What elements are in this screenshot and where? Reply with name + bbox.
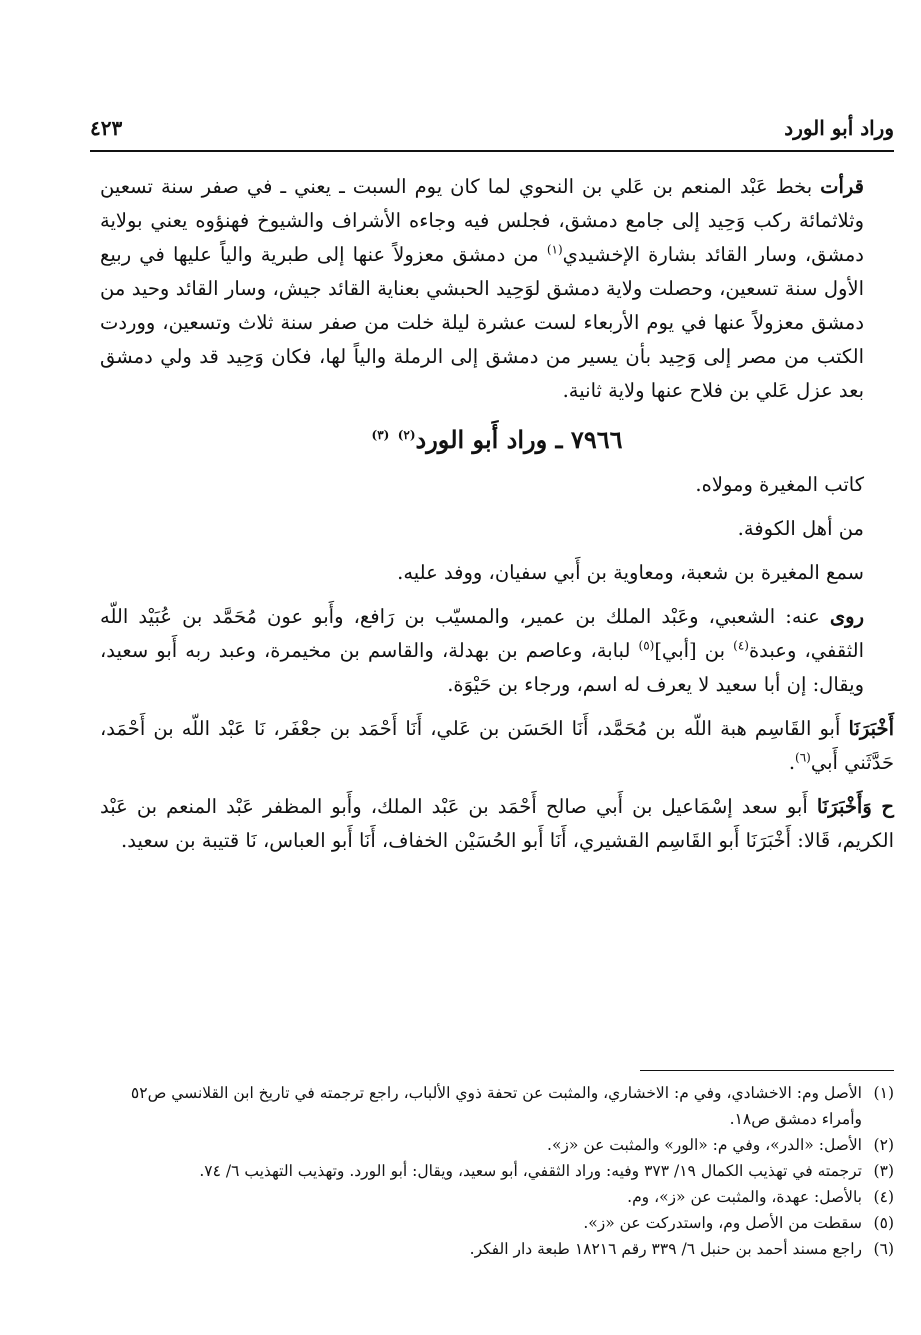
footnote-marker-2: (٢) <box>397 428 416 442</box>
paragraph-1-lead: قرأت <box>820 175 864 198</box>
footnote-number: (١) <box>873 1084 894 1102</box>
line-3: سمع المغيرة بن شعبة، ومعاوية بن أَبي سفيان، ووفد عليه. <box>397 561 864 584</box>
footnote-number: (٥) <box>873 1214 894 1232</box>
footnote <box>100 1158 894 1184</box>
footnote <box>100 1132 894 1158</box>
line-2: من أهل الكوفة. <box>737 517 864 540</box>
footnote-text: سقطت من الأصل وم، واستدركت عن «ز». <box>583 1214 862 1232</box>
footnote-text: راجع مسند أحمد بن حنبل ٦/ ٣٣٩ رقم ١٨٢١٦ طبعة دار الفكر. <box>469 1240 862 1258</box>
paragraph-1-text-a: بخط عَبْد المنعم بن عَلي بن النحوي لما كان يوم السبت ـ يعني ـ في صفر سنة تسعين وثلاثمائة ركب وَحِيد إلى جامع دمشق، فجلس فيه وجاءه الأشراف والشيوخ فهنؤوه يعني بولاية دمشق، وسار القائد بشارة الإخشيدي <box>100 175 864 266</box>
footnote-text: بالأصل: عهدة، والمثبت عن «ز»، وم. <box>627 1188 862 1206</box>
footnote <box>100 1210 894 1236</box>
line-1: كاتب المغيرة ومولاه. <box>695 473 864 496</box>
footnote-number: (٦) <box>873 1240 894 1258</box>
footnote-marker-4: (٤) <box>733 638 749 653</box>
paragraph-1 <box>100 170 894 408</box>
entry-heading-text: ٧٩٦٦ ـ وراد أَبو الورد <box>415 425 623 454</box>
paragraph-2-text-c: لبابة، وعاصم بن بهدلة، والقاسم بن مخيمرة، وعبد ربه أَبو سعيد، ويقال: إن أبا سعيد لا يعرف له اسم، ورجاء بن حَيْوَة. <box>100 639 864 696</box>
footnote-marker-1: (١) <box>546 242 563 257</box>
page-header <box>90 108 894 148</box>
entry-heading <box>100 420 894 460</box>
paragraph-4-text: أَبو سعد إسْمَاعيل بن أَبي صالح أَحْمَد بن عَبْد الملك، وأَبو المظفر عَبْد المنعم بن عَبْد الكريم، قَالا: أَخْبَرَنَا أَبو القَاسِم القشيري، أَنَا أَبو الحُسَيْن الخفاف، أَنَا أَبو العباس، نَا قتيبة بن سعيد. <box>100 795 894 852</box>
footnote <box>100 1080 894 1132</box>
footnote-rule <box>640 1070 894 1071</box>
footnote-marker-3: (٣) <box>371 428 390 442</box>
footnote-number: (٢) <box>873 1136 894 1154</box>
paragraph-4 <box>100 790 894 858</box>
running-title: وراد أبو الورد <box>784 116 894 140</box>
paragraph-2-text-a: عنه: الشعبي، وعَبْد الملك بن عمير، والمسيّب بن رَافع، وأَبو عون مُحَمَّد بن عُبَيْد اللّه الثقفي، وعبدة <box>100 605 864 662</box>
footnote-text: الأصل وم: الاخشادي، وفي م: الاخشاري، والمثبت عن تحفة ذوي الألباب، راجع ترجمته في تاريخ ابن القلانسي ص٥٢ وأمراء دمشق ص١٨. <box>130 1084 862 1128</box>
footnote-text: ترجمته في تهذيب الكمال ١٩/ ٣٧٣ وفيه: وراد الثقفي، أبو سعيد، ويقال: أبو الورد. وتهذيب التهذيب ٦/ ٧٤. <box>199 1162 862 1180</box>
header-rule <box>90 150 894 152</box>
paragraph-3-lead: أَخْبَرَنَا <box>848 717 894 740</box>
footnote <box>100 1236 894 1262</box>
footnote-text: الأصل: «الدر»، وفي م: «الور» والمثبت عن «ز». <box>547 1136 862 1154</box>
paragraph-2 <box>100 600 894 702</box>
page-number: ٤٢٣ <box>90 116 123 140</box>
paragraph-2-text-b: بن [أبي] <box>654 639 734 662</box>
main-text <box>100 170 894 858</box>
paragraph-3 <box>100 712 894 780</box>
footnote-number: (٤) <box>873 1188 894 1206</box>
footnotes <box>100 1080 894 1262</box>
paragraph-4-lead: ح وَأَخْبَرَنَا <box>816 795 894 818</box>
footnote-number: (٣) <box>873 1162 894 1180</box>
paragraph-3-text: أَبو القَاسِم هبة اللّه بن مُحَمَّد، أَنَا الحَسَن بن عَلي، أَنَا أَحْمَد بن جعْفَر، نَا عَبْد اللّه بن أَحْمَد، حَدَّثَني أَبي <box>100 717 894 774</box>
footnote-marker-5: (٥) <box>638 638 655 653</box>
paragraph-2-lead: روى <box>829 605 864 628</box>
footnote-marker-6: (٦) <box>795 750 811 765</box>
paragraph-1-text-b: من دمشق معزولاً عنها إلى طبرية والياً عليها في ربيع الأول سنة تسعين، وحصلت ولاية دمشق لوَحِيد الحبشي بعناية القائد جيش، وسار القائد وحيد من دمشق معزولاً عنها في يوم الأربعاء لست عشرة ليلة خلت من صفر سنة ثلاث وتسعين، ووردت الكتب من مصر إلى وَحِيد بأن يسير من دمشق إلى الرملة والياً لها، فكان وَحِيد قد ولي دمشق بعد عزل عَلي بن فلاح عنها ولاية ثانية. <box>100 243 864 402</box>
paragraph-3-end: . <box>788 751 796 774</box>
footnote <box>100 1184 894 1210</box>
